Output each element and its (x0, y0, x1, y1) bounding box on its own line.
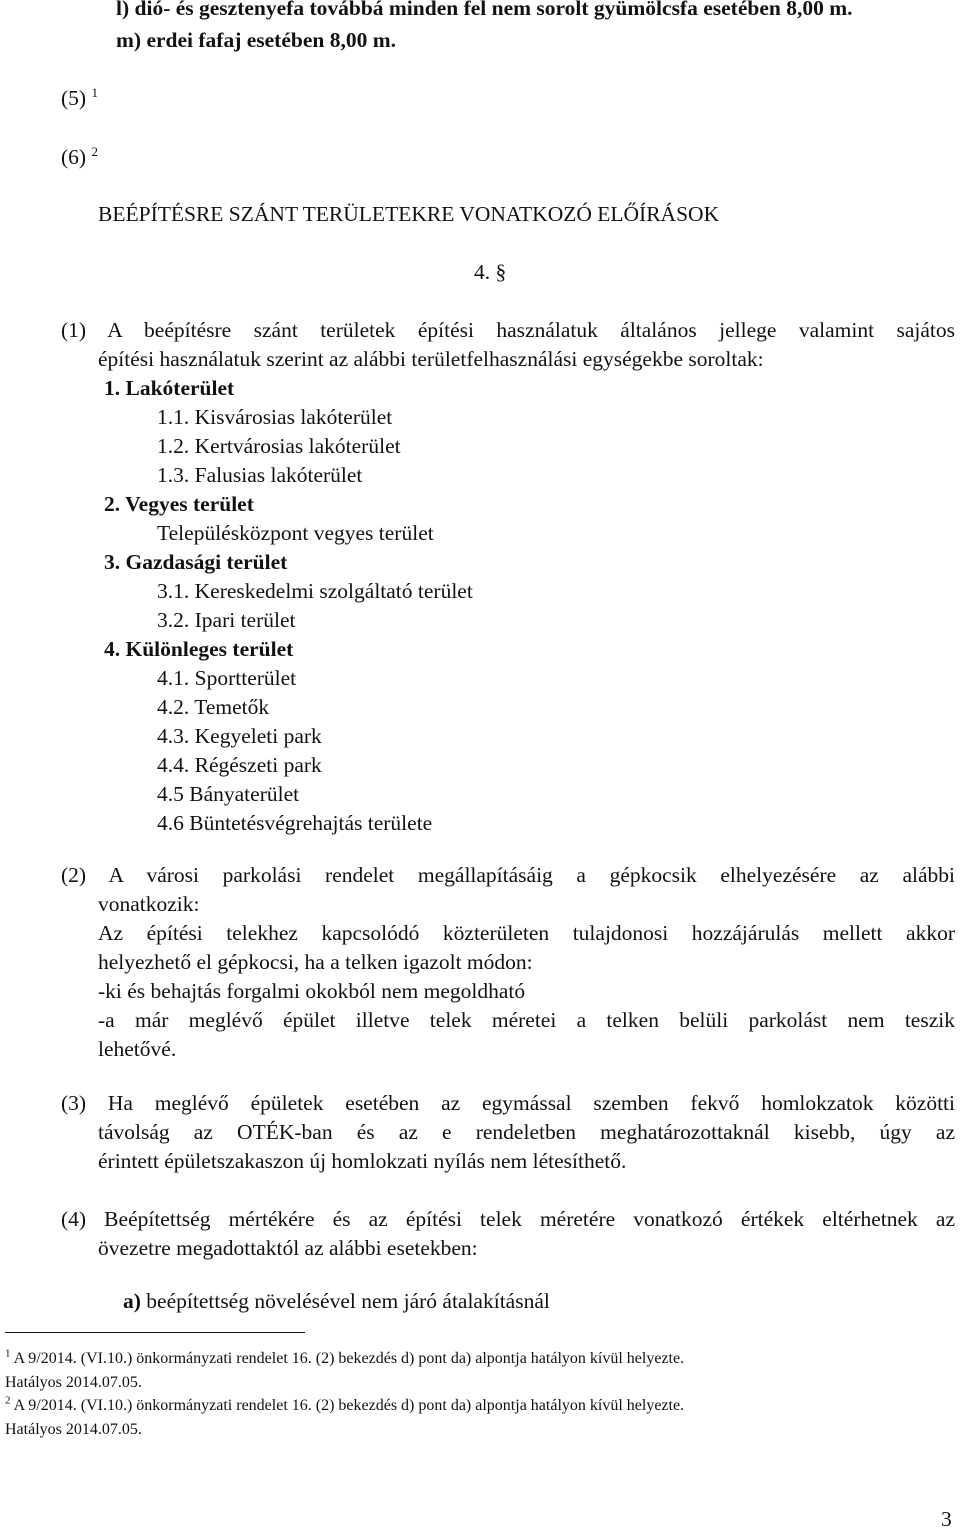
s2-line-4: helyezhető el gépkocsi, ha a telken igazolt módon: (98, 950, 533, 974)
page-number: 3 (941, 1507, 952, 1531)
zone-subcategory: 4.1. Sportterület (157, 666, 297, 690)
footnote-2-date: Hatályos 2014.07.05. (5, 1421, 142, 1438)
s2-line-6: -a már meglévő épület illetve telek méretei a telken belüli parkolást nem teszik (98, 1008, 955, 1032)
s3-line-2: távolság az OTÉK-ban és az e rendeletben meghatározottaknál kisebb, úgy az (98, 1120, 955, 1144)
s1-line-2: építési használatuk szerint az alábbi területfelhasználási egységekbe soroltak: (98, 347, 764, 371)
zone-category: 3. Gazdasági terület (104, 550, 288, 574)
s4-line-2: övezetre megadottaktól az alábbi esetekben: (98, 1236, 478, 1260)
zone-category: 1. Lakóterület (104, 376, 235, 400)
zone-subcategory: 3.2. Ipari terület (157, 608, 296, 632)
s2-line-1: (2) A városi parkolási rendelet megállapításáig a gépkocsik elhelyezésére az alábbi (61, 863, 955, 887)
s2-line-5: -ki és behajtás forgalmi okokból nem megoldható (98, 979, 526, 1003)
zone-subcategory: Településközpont vegyes terület (157, 521, 434, 545)
line-m: m) erdei fafaj esetében 8,00 m. (116, 28, 397, 52)
s2-line-7: lehetővé. (98, 1037, 177, 1061)
paragraph-6: (6) $^2$ (61, 143, 98, 169)
s3-line-3: érintett épületszakaszon új homlokzati nyílás nem létesíthető. (98, 1149, 627, 1173)
paragraph-5: (5) $^1$ (61, 84, 98, 110)
s2-line-2: vonatkozik: (98, 892, 200, 916)
line-l: l) dió- és gesztenyefa továbbá minden fel nem sorolt gyümölcsfa esetében 8,00 m. (116, 0, 853, 20)
footnote-2: $^2$ A 9/2014. (VI.10.) önkormányzati rendelet 16. (2) bekezdés d) pont da) alpontja hatályon kívül helyezte. (5, 1394, 685, 1414)
zone-subcategory: 4.6 Büntetésvégrehajtás területe (157, 811, 433, 835)
section-heading: BEÉPÍTÉSRE SZÁNT TERÜLETEKRE VONATKOZÓ ELŐÍRÁSOK (98, 202, 720, 226)
zone-subcategory: 4.5 Bányaterület (157, 782, 300, 806)
s4-item-a (123, 1287, 550, 1315)
s1-line-1: (1) A beépítésre szánt területek építési használatuk általános jellege valamint sajátos (61, 318, 955, 342)
zone-subcategory: 4.2. Temetők (157, 695, 270, 719)
zone-category: 2. Vegyes terület (104, 492, 254, 516)
footnote-ref-1: 1 (91, 84, 98, 100)
s3-line-1: (3) Ha meglévő épületek esetében az egymással szemben fekvő homlokzatok közötti (61, 1091, 955, 1115)
zone-subcategory: 3.1. Kereskedelmi szolgáltató terület (157, 579, 473, 603)
zone-subcategory: 1.3. Falusias lakóterület (157, 463, 363, 487)
s2-line-3: Az építési telekhez kapcsolódó közterületen tulajdonosi hozzájárulás mellett akkor (98, 921, 955, 945)
section-number: 4. § (474, 260, 507, 284)
zone-subcategory: 4.4. Régészeti park (157, 753, 322, 777)
item-a-label: a) (123, 1289, 141, 1313)
footnote-ref-2: 2 (91, 143, 98, 159)
zone-subcategory: 1.2. Kertvárosias lakóterület (157, 434, 401, 458)
footnote-rule (5, 1332, 305, 1333)
zone-subcategory: 4.3. Kegyeleti park (157, 724, 322, 748)
zone-category: 4. Különleges terület (104, 637, 294, 661)
s4-line-1: (4) Beépítettség mértékére és az építési telek méretére vonatkozó értékek eltérhetnek az (61, 1207, 955, 1231)
footnote-1-date: Hatályos 2014.07.05. (5, 1374, 142, 1391)
section-symbol: § (495, 260, 507, 284)
footnote-1: $^1$ A 9/2014. (VI.10.) önkormányzati rendelet 16. (2) bekezdés d) pont da) alpontja hatályon kívül helyezte. (5, 1347, 685, 1367)
item-a-text: beépítettség növelésével nem járó átalakításnál (140, 1289, 550, 1313)
zone-subcategory: 1.1. Kisvárosias lakóterület (157, 405, 393, 429)
